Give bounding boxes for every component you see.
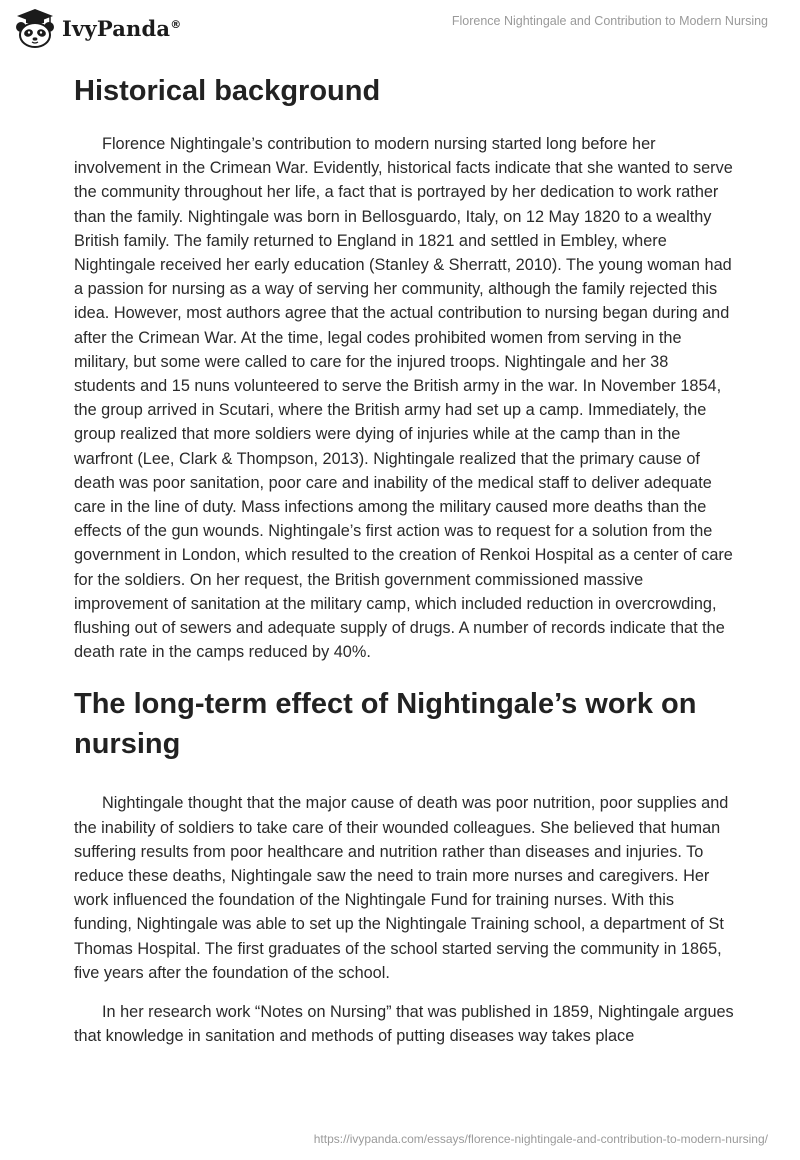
paragraph: Florence Nightingale’s contribution to modern nursing started long before her involvement in the Crimean War. Evidently, historical facts indicate that she wanted to serve the community throughout her life, a fact that is portrayed by her dedication to work rather than the family. Nightingale was born in Bellosguardo, Italy, on 12 May 1820 to a wealthy British family. The family returned to England in 1821 and settled in Embley, where Nightingale received her early education (Stanley & Sherratt, 2010). The young woman had a passion for nursing as a way of serving her community, although the family rejected this idea. However, most authors agree that the actual contribution to nursing began during and after the Crimean War. At the time, legal codes prohibited women from serving in the military, but some were called to care for the injured troops. Nightingale and her 38 students and 15 nuns volunteered to serve the British army in the war. In November 1854, the group arrived in Scutari, where the British army had set up a camp. Immediately, the group realized that more soldiers were dying of injuries while at the camp than in the warfront (Lee, Clark & Thompson, 2013). Nightingale realized that the primary cause of death was poor sanitation, poor care and inability of the medical staff to deliver adequate care in the line of duty. Mass infections among the military caused more deaths than the effects of the gun wounds. Nightingale’s first action was to request for a solution from the government in London, which resulted to the creation of Renkoi Hospital as a center of care for the soldiers. On her request, the British government commissioned massive improvement of sanitation at the military camp, which included reduction in overcrowding, flushing out of sewers and adequate supply of drugs. A number of records indicate that the death rate in the camps reduced by 40%. [74, 135, 733, 662]
document-title: Florence Nightingale and Contribution to Modern Nursing [451, 14, 768, 28]
registered-mark: ® [170, 17, 182, 31]
section-heading: Historical background [74, 75, 381, 107]
brand-name: IvyPanda® [62, 15, 182, 41]
ivypanda-logo[interactable] [14, 8, 181, 48]
source-url[interactable]: https://ivypanda.com/essays/florence-nightingale-and-contribution-to-modern-nursing/ [313, 1132, 768, 1146]
panda-graduation-cap-icon [14, 8, 56, 48]
paragraph: In her research work “Notes on Nursing” that was published in 1859, Nightingale argues that knowledge in sanitation and methods of putting diseases way takes place [74, 1003, 734, 1046]
paragraph: Nightingale thought that the major cause of death was poor nutrition, poor supplies and the inability of soldiers to take care of their wounded colleagues. She believed that human suffering results from poor healthcare and nutrition rather than diseases and injuries. To reduce these deaths, Nightingale saw the need to train more nurses and caregivers. Her work influenced the foundation of the Nightingale Fund for training nurses. With this funding, Nightingale was able to set up the Nightingale Training school, a department of St Thomas Hospital. The first graduates of the school started serving the community in 1865, five years after the foundation of the school. [74, 794, 729, 982]
essay-content [74, 70, 734, 1049]
page-header [0, 0, 800, 60]
section-heading: The long-term effect of Nightingale’s work on nursing [74, 688, 697, 761]
